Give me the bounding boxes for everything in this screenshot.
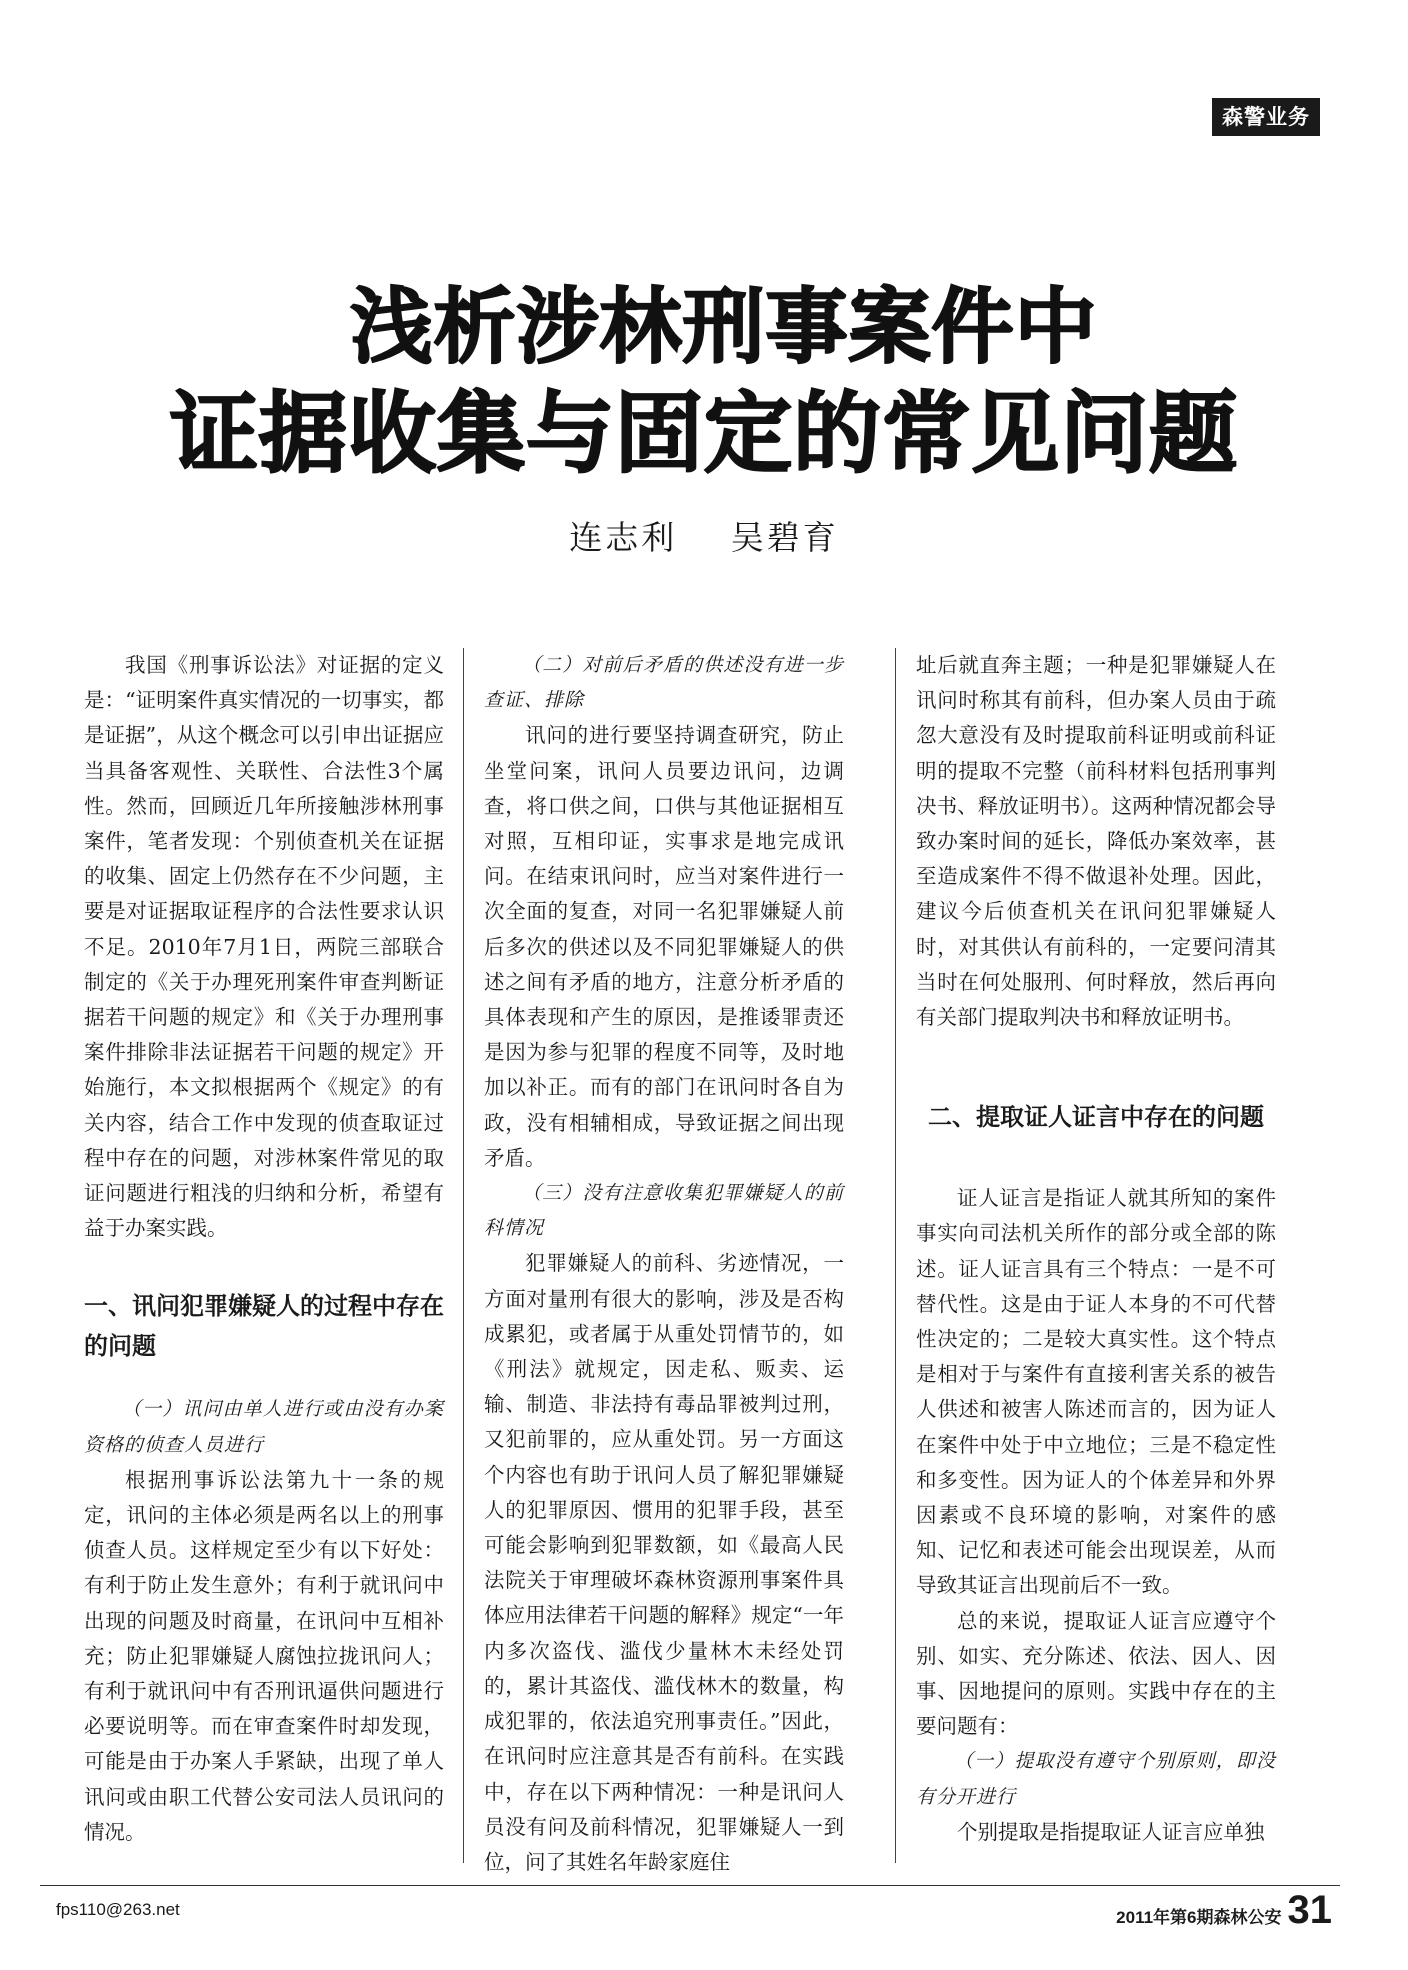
- title-line-1: 浅析涉林刑事案件中: [350, 280, 1098, 375]
- subheading-2: （二）对前后矛盾的供述没有进一步查证、排除: [484, 654, 844, 712]
- paragraph-continued: 址后就直奔主题；一种是犯罪嫌疑人在讯问时称其有前科，但办案人员由于疏忽大意没有及时提取前科证明或前科证明的提取不完整（前科材料包括刑事判决书、释放证明书）。这两种情况都会导致办案时间的延长，降低办案效率，甚至造成案件不得不做退补处理。因此，建议今后侦查机关在讯问犯罪嫌疑人时，对其供认有前科的，一定要问清其当时在何处服刑、何时释放，然后再向有关部门提取判决书和释放证明书。: [916, 653, 1276, 1030]
- column-1: [84, 648, 444, 1850]
- section-heading-1: 一、讯问犯罪嫌疑人的过程中存在的问题: [84, 1292, 444, 1361]
- paragraph: 讯问的进行要坚持调查研究，防止坐堂问案，讯问人员要边讯问，边调查，将口供之间，口供与其他证据相互对照，互相印证，实事求是地完成讯问。在结束讯问时，应当对案件进行一次全面的复查，对同一名犯罪嫌疑人前后多次的供述以及不同犯罪嫌疑人的供述之间有矛盾的地方，注意分析矛盾的具体表现和产生的原因，是推诿罪责还是因为参与犯罪的程度不同等，及时地加以补正。而有的部门在讯问时各自为政，没有相辅相成，导致证据之间出现矛盾。: [484, 723, 844, 1170]
- section-tag: 森警业务: [1212, 98, 1320, 136]
- section-heading-2: 二、提取证人证言中存在的问题: [928, 1103, 1264, 1132]
- column-3: [916, 648, 1276, 1850]
- footer-rule: [40, 1885, 1340, 1886]
- author-name: 吴碧育: [730, 518, 839, 557]
- subheading-3: （三）没有注意收集犯罪嫌疑人的前科情况: [484, 1182, 844, 1240]
- column-divider: [463, 648, 464, 1863]
- column-2: [484, 648, 844, 1880]
- subheading-1: （一）讯问由单人进行或由没有办案资格的侦查人员进行: [84, 1398, 444, 1456]
- author-name: 连志利: [569, 518, 678, 557]
- intro-paragraph: 我国《刑事诉讼法》对证据的定义是：“证明案件真实情况的一切事实，都是证据”，从这个概念可以引申出证据应当具备客观性、关联性、合法性3个属性。然而，回顾近几年所接触涉林刑事案件，笔者发现：个别侦查机关在证据的收集、固定上仍然存在不少问题，主要是对证据取证程序的合法性要求认识不足。2010年7月1日，两院三部联合制定的《关于办理死刑案件审查判断证据若干问题的规定》和《关于办理刑事案件排除非法证据若干问题的规定》开始施行，本文拟根据两个《规定》的有关内容，结合工作中发现的侦查取证过程中存在的问题，对涉林案件常见的取证问题进行粗浅的归纳和分析，希望有益于办案实践。: [84, 653, 444, 1241]
- page-number: 31: [1287, 1888, 1332, 1932]
- footer-issue-block: [1116, 1890, 1332, 1930]
- paragraph: 根据刑事诉讼法第九十一条的规定，讯问的主体必须是两名以上的刑事侦查人员。这样规定至少有以下好处：有利于防止发生意外；有利于就讯问中出现的问题及时商量，在讯问中互相补充；防止犯罪嫌疑人腐蚀拉拢讯问人；有利于就讯问中有否刑讯逼供问题进行必要说明等。而在审查案件时却发现，可能是由于办案人手紧缺，出现了单人讯问或由职工代替公安司法人员讯问的情况。: [84, 1467, 444, 1844]
- paragraph: 证人证言是指证人就其所知的案件事实向司法机关所作的部分或全部的陈述。证人证言具有三个特点：一是不可替代性。这是由于证人本身的不可代替性决定的；二是较大真实性。这个特点是相对于与案件有直接利害关系的被告人供述和被害人陈述而言的，因为证人在案件中处于中立地位；三是不稳定性和多变性。因为证人的个体差异和外界因素或不良环境的影响，对案件的感知、记忆和表述可能会出现误差，从而导致其证言出现前后不一致。: [916, 1186, 1276, 1598]
- paragraph: 个别提取是指提取证人证言应单独: [957, 1819, 1265, 1844]
- authors: [0, 512, 1408, 559]
- title-line-2: 证据收集与固定的常见问题: [169, 382, 1238, 485]
- article-title: [0, 280, 1408, 486]
- column-divider: [895, 648, 896, 1863]
- paragraph: 犯罪嫌疑人的前科、劣迹情况，一方面对量刑有很大的影响，涉及是否构成累犯，或者属于从重处罚情节的，如《刑法》就规定，因走私、贩卖、运输、制造、非法持有毒品罪被判过刑，又犯前罪的，应从重处罚。另一方面这个内容也有助于讯问人员了解犯罪嫌疑人的犯罪原因、惯用的犯罪手段，甚至可能会影响到犯罪数额，如《最高人民法院关于审理破坏森林资源刑事案件具体应用法律若干问题的解释》规定“一年内多次盗伐、滥伐少量林木未经处罚的，累计其盗伐、滥伐林木的数量，构成犯罪的，依法追究刑事责任。”因此，在讯问时应注意其是否有前科。在实践中，存在以下两种情况：一种是讯问人员没有问及前科情况，犯罪嫌疑人一到位，问了其姓名年龄家庭住: [484, 1251, 844, 1874]
- subheading-4: （一）提取没有遵守个别原则，即没有分开进行: [916, 1750, 1276, 1808]
- footer-email: fps110@263.net: [56, 1900, 180, 1919]
- paragraph: 总的来说，提取证人证言应遵守个别、如实、充分陈述、依法、因人、因事、因地提问的原则。实践中存在的主要问题有：: [916, 1608, 1276, 1739]
- footer-issue: 2011年第6期森林公安: [1116, 1908, 1282, 1927]
